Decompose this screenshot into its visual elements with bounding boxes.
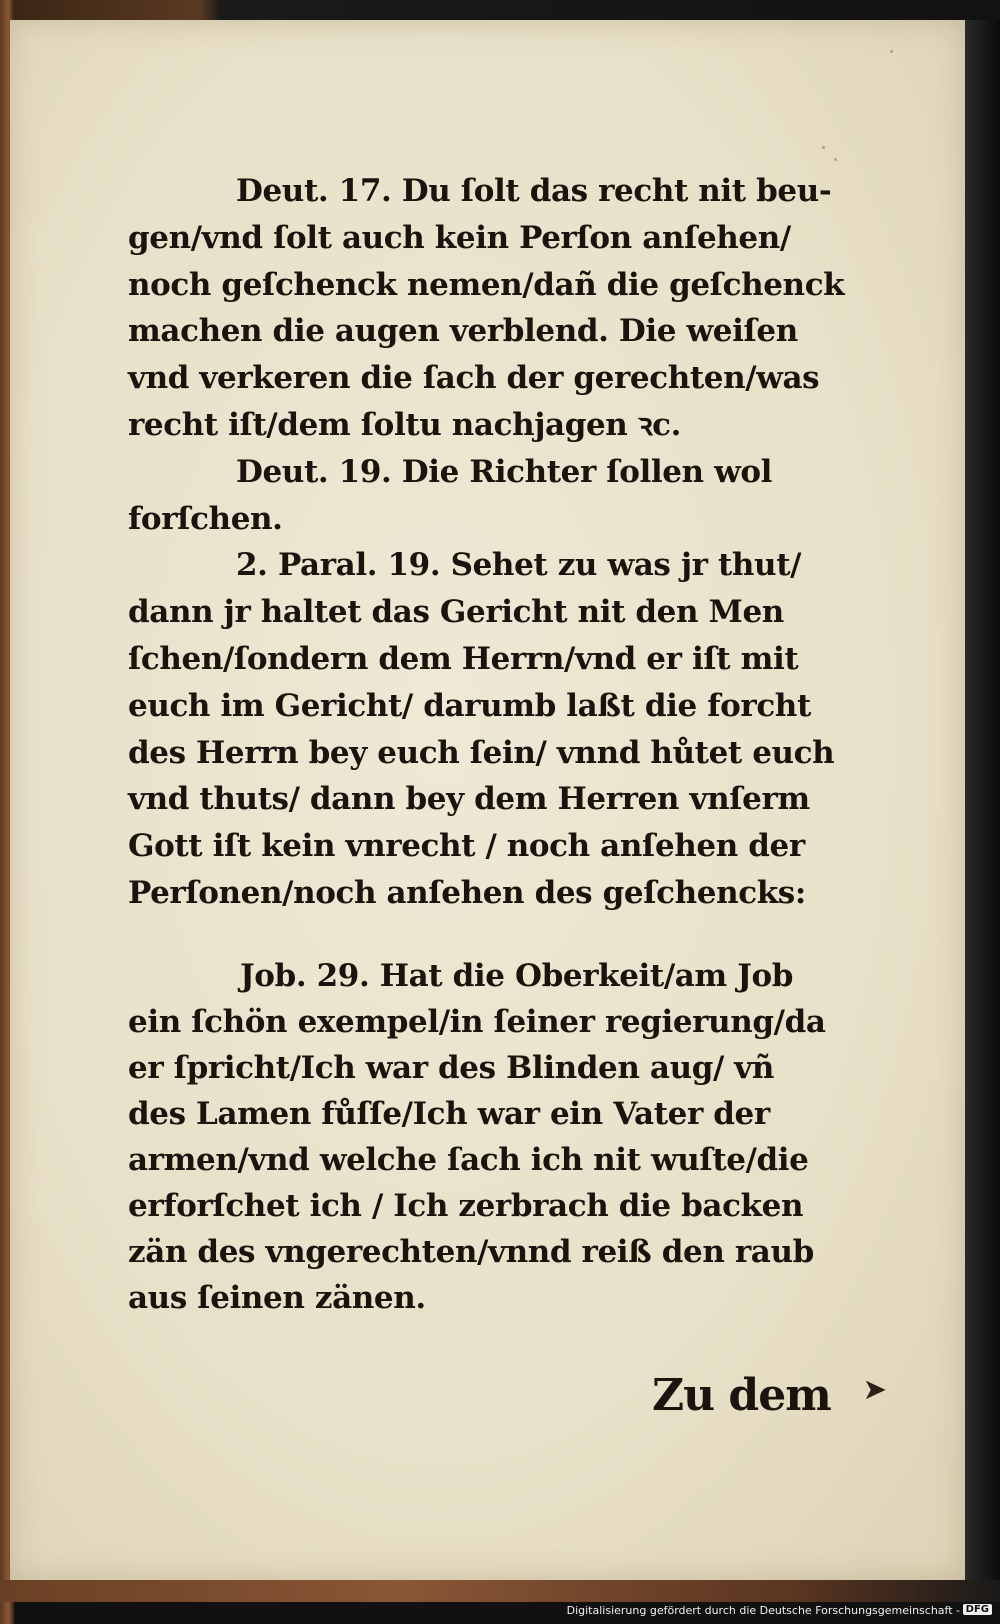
paragraph-gap (128, 917, 828, 953)
text-line: Job. 29. Hat die Oberkeit/am Job (240, 957, 794, 994)
text-line: Perſonen/noch anſehen des geſchencks: (128, 874, 806, 911)
paragraph-job-29 (128, 953, 828, 1321)
text-line: erforſchet ich / Ich zerbrach die backen (128, 1187, 804, 1224)
text-line: er ſpricht/Ich war des Blinden aug/ vñ (128, 1049, 775, 1086)
text-line: armen/vnd welche ſach ich nit wuſte/die (128, 1141, 809, 1178)
paragraph-deut-17 (128, 168, 845, 449)
page-edge-shadow (965, 20, 1000, 1580)
text-line: Deut. 17. Du ſolt das recht nit beu- (236, 173, 832, 209)
text-line: des Herrn bey euch ſein/ vnnd hůtet euch (128, 734, 835, 771)
text-line: aus ſeinen zänen. (128, 1279, 426, 1316)
catchword-mark-icon: ➤ (864, 1375, 886, 1405)
book-bottom-edge (0, 1580, 1000, 1602)
text-line: Gott iſt kein vnrecht / noch anſehen der (128, 828, 805, 865)
paper-speck (890, 50, 893, 53)
text-line: ein ſchön exempel/in ſeiner regierung/da (128, 1003, 826, 1040)
page-text (128, 168, 845, 1321)
text-line: euch im Gericht/ darumb laßt die forcht (128, 687, 811, 724)
dfg-logo: DFG (963, 1604, 992, 1615)
text-line: des Lamen fůſſe/Ich war ein Vater der (128, 1095, 770, 1132)
text-line: forſchen. (128, 500, 283, 537)
text-line: machen die augen verblend. Die weiſen (128, 313, 798, 350)
text-line: recht iſt/dem ſoltu nachjagen ꝛc. (128, 406, 682, 443)
paper-speck (822, 146, 825, 149)
text-line: 2. Paral. 19. Sehet zu was jr thut/ (236, 547, 802, 584)
text-line: ſchen/ſondern dem Herrn/vnd er iſt mit (128, 640, 799, 677)
paragraph-deut-19 (128, 449, 828, 543)
text-line: vnd verkeren die ſach der gerechten/was (128, 360, 820, 397)
catchword: Zu dem (652, 1370, 831, 1421)
text-line: dann jr haltet das Gericht nit den Men (128, 594, 784, 631)
paragraph-paral-19 (128, 542, 835, 916)
paper-speck (834, 158, 837, 161)
text-line: gen/vnd ſolt auch kein Perſon anſehen/ (128, 219, 791, 256)
text-line: Deut. 19. Die Richter ſollen wol (236, 453, 773, 490)
text-line: vnd thuts/ dann bey dem Herren vnſerm (128, 781, 810, 818)
digitization-credit: Digitalisierung gefördert durch die Deutsche Forschungsgemeinschaft - (566, 1604, 960, 1617)
text-line: noch geſchenck nemen/dañ die geſchenck (128, 266, 845, 303)
text-line: zän des vngerechten/vnnd reiß den raub (128, 1233, 814, 1270)
